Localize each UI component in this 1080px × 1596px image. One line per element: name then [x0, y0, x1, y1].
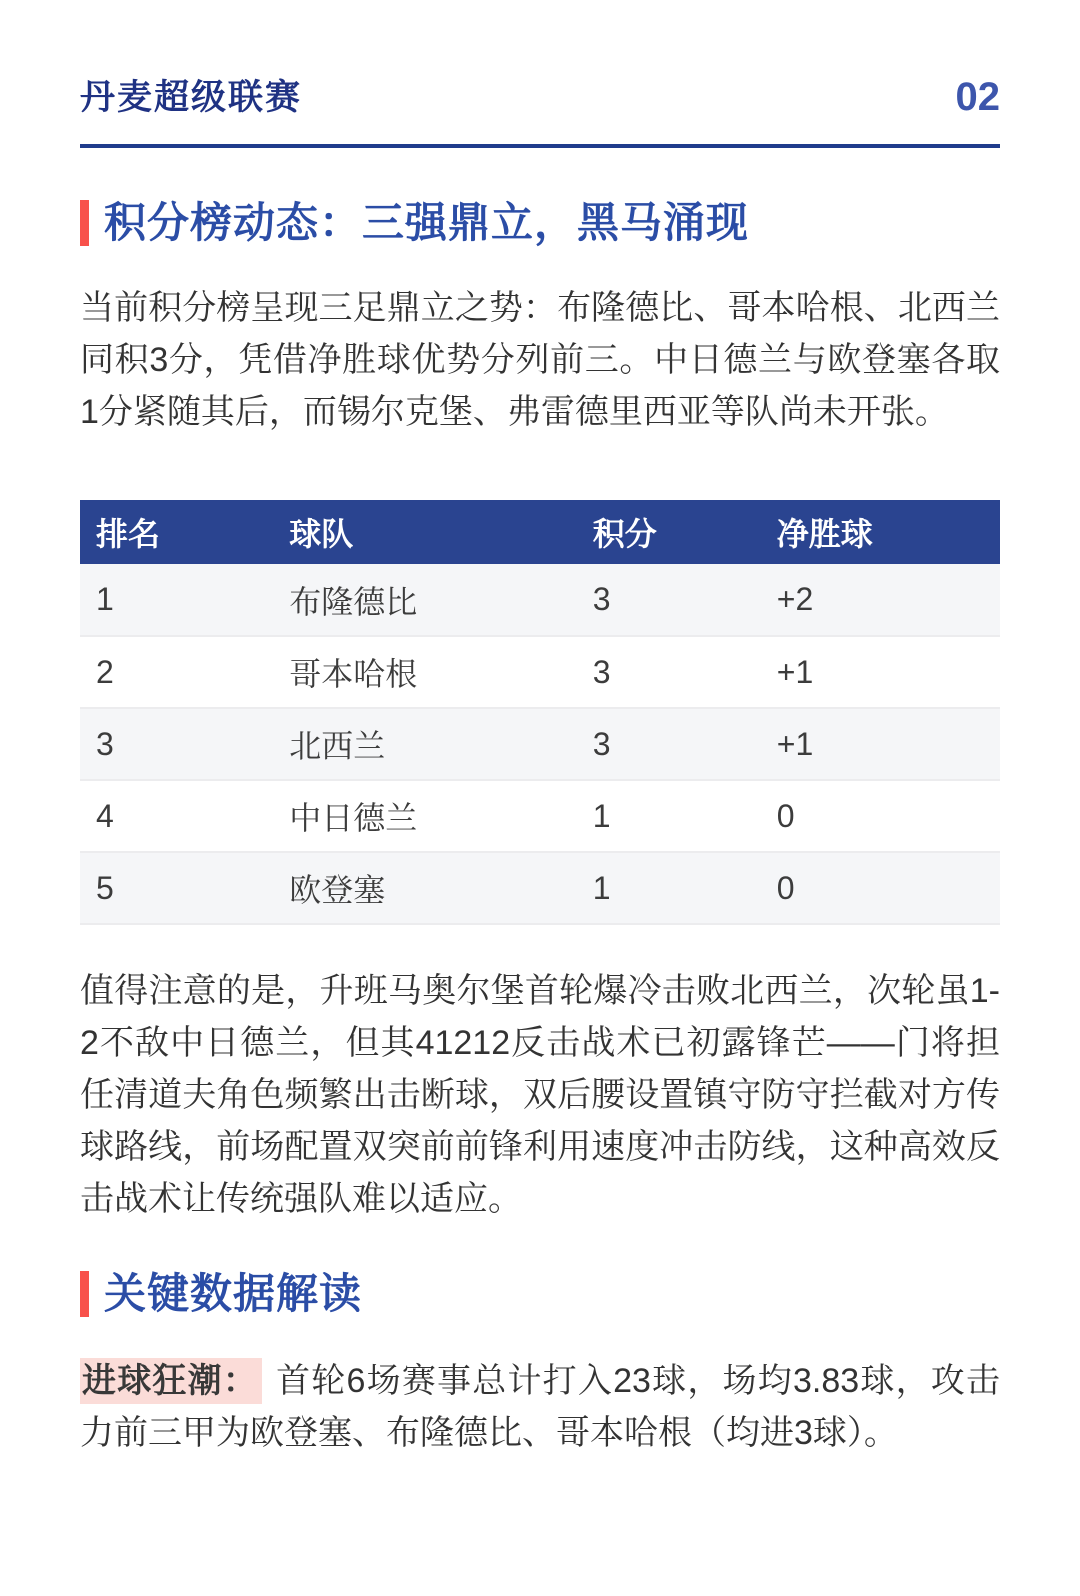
goal-rush-highlight-label: 进球狂潮： [80, 1358, 262, 1404]
cell-team: 布隆德比 [273, 564, 577, 636]
column-header-team: 球队 [273, 500, 577, 564]
cell-rank: 2 [80, 636, 273, 708]
cell-team: 哥本哈根 [273, 636, 577, 708]
report-page [0, 70, 1080, 1459]
cell-team: 中日德兰 [273, 780, 577, 852]
table-row [80, 852, 1000, 924]
key-data-heading-text: 关键数据解读 [104, 1270, 363, 1317]
standings-section-heading [80, 198, 1000, 248]
cell-team: 北西兰 [273, 708, 577, 780]
cell-points: 3 [577, 708, 761, 780]
cell-points: 1 [577, 780, 761, 852]
cell-points: 1 [577, 852, 761, 924]
column-header-goal-diff: 净胜球 [761, 500, 1000, 564]
standings-table [80, 500, 1000, 925]
stats-paragraph-text: 首轮6场赛事总计打入23球，场均3.83球，攻击力前三甲为欧登塞、布隆德比、哥本哈根（均进3球）。 [80, 1362, 1000, 1452]
table-header-row [80, 500, 1000, 564]
cell-goal-diff: 0 [761, 852, 1000, 924]
cell-goal-diff: +1 [761, 708, 1000, 780]
cell-rank: 5 [80, 852, 273, 924]
cell-goal-diff: +2 [761, 564, 1000, 636]
key-data-section-heading [80, 1269, 1000, 1319]
cell-points: 3 [577, 564, 761, 636]
cell-rank: 1 [80, 564, 273, 636]
header-divider [80, 144, 1000, 148]
standings-table-header [80, 500, 1000, 564]
standings-intro-paragraph: 当前积分榜呈现三足鼎立之势：布隆德比、哥本哈根、北西兰同积3分，凭借净胜球优势分列前三。中日德兰与欧登塞各取1分紧随其后，而锡尔克堡、弗雷德里西亚等队尚未开张。 [80, 289, 1000, 431]
table-row [80, 780, 1000, 852]
stats-paragraph [80, 1355, 1000, 1459]
cell-rank: 4 [80, 780, 273, 852]
red-accent-bar [80, 1271, 89, 1317]
cell-goal-diff: +1 [761, 636, 1000, 708]
cell-points: 3 [577, 636, 761, 708]
table-row [80, 564, 1000, 636]
cell-team: 欧登塞 [273, 852, 577, 924]
column-header-points: 积分 [577, 500, 761, 564]
standings-heading-text: 积分榜动态：三强鼎立，黑马涌现 [104, 199, 750, 246]
standings-table-body [80, 564, 1000, 924]
table-row [80, 636, 1000, 708]
cell-rank: 3 [80, 708, 273, 780]
analysis-paragraph: 值得注意的是，升班马奥尔堡首轮爆冷击败北西兰，次轮虽1-2不敌中日德兰，但其41212反击战术已初露锋芒——门将担任清道夫角色频繁出击断球，双后腰设置镇守防守拦截对方传球路线，前场配置双突前前锋利用速度冲击防线，这种高效反击战术让传统强队难以适应。 [80, 972, 1000, 1218]
column-header-rank: 排名 [80, 500, 273, 564]
table-row [80, 708, 1000, 780]
document-title: 丹麦超级联赛 [80, 78, 303, 117]
document-header [80, 70, 1000, 120]
cell-goal-diff: 0 [761, 780, 1000, 852]
page-number: 02 [955, 75, 1000, 119]
red-accent-bar [80, 200, 89, 246]
